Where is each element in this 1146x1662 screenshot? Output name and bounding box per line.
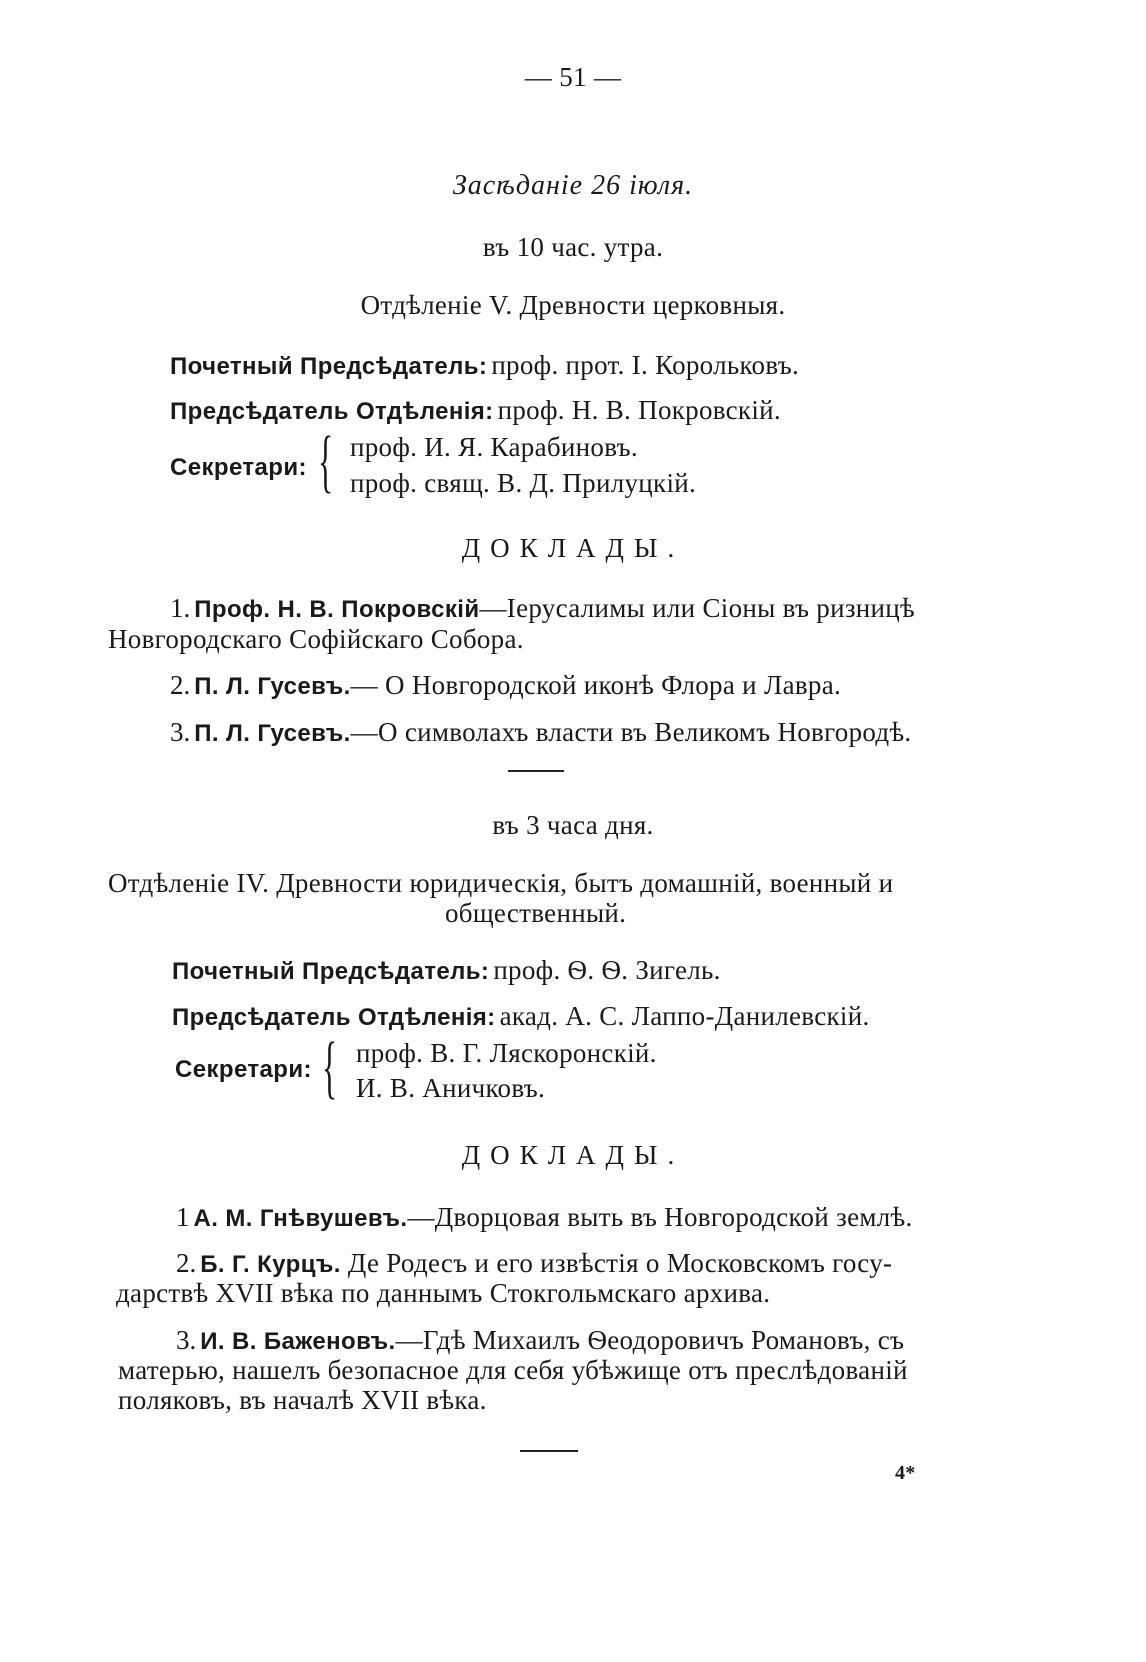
report-title: —Іерусалимы или Сіоны въ ризницѣ <box>479 593 916 623</box>
afternoon-section-title-line2: общественный. <box>445 898 627 928</box>
morning-reports-heading: ДОКЛАДЫ. <box>461 533 685 563</box>
afternoon-section-title-line1: Отдѣленіе IV. Древности юридическія, бытъ домашній, военный и <box>108 868 894 898</box>
page-number: — 51 — <box>524 62 622 92</box>
morning-time: въ 10 час. утра. <box>482 232 664 262</box>
honorary-chair-name: проф. прот. І. Корольковъ. <box>491 350 800 380</box>
section-divider <box>508 770 564 772</box>
report-author: П. Л. Гусевъ. <box>194 720 351 747</box>
report-number: 1 <box>176 1202 190 1232</box>
morning-report-1-line2: Новгородскаго Софійскаго Собора. <box>108 624 524 654</box>
afternoon-report-3-line3: поляковъ, въ началѣ XVII вѣка. <box>118 1385 487 1415</box>
morning-chair <box>170 395 781 426</box>
report-title: Де Родесъ и его извѣстія о Московскомъ госу- <box>340 1248 893 1278</box>
secretaries-brace: { <box>318 423 334 500</box>
afternoon-honorary-chair <box>172 955 721 986</box>
chair-name: проф. Н. В. Покровскій. <box>497 395 781 425</box>
report-number: 2. <box>170 670 191 700</box>
afternoon-report-2-line2: дарствѣ XVII вѣка по даннымъ Стокгольмскаго архива. <box>116 1278 771 1308</box>
afternoon-secretary-2: И. В. Аничковъ. <box>356 1073 546 1103</box>
afternoon-report-1 <box>176 1202 913 1233</box>
report-title: —Гдѣ Михаилъ Ѳеодоровичъ Романовъ, съ <box>395 1325 905 1355</box>
morning-report-1 <box>170 593 915 624</box>
report-number: 3. <box>170 717 191 747</box>
afternoon-report-3 <box>176 1325 904 1356</box>
session-title: Засѣданіе 26 іюля. <box>452 170 694 201</box>
afternoon-time: въ 3 часа дня. <box>492 810 654 840</box>
morning-honorary-chair <box>170 350 799 381</box>
chair-name: акад. А. С. Лаппо-Данилевскій. <box>499 1001 870 1031</box>
report-author: А. М. Гнѣвушевъ. <box>193 1205 408 1232</box>
afternoon-secretary-1: проф. В. Г. Ляскоронскій. <box>356 1038 657 1068</box>
morning-report-3 <box>170 717 911 748</box>
secretaries-brace: { <box>322 1029 338 1106</box>
report-title: —Дворцовая выть въ Новгородской землѣ. <box>407 1202 913 1232</box>
morning-secretaries-label: Секретари: <box>170 454 307 481</box>
morning-secretary-2: проф. свящ. В. Д. Прилуцкій. <box>350 468 697 498</box>
report-author: И. В. Баженовъ. <box>200 1328 396 1355</box>
morning-section-title: Отдѣленіе V. Древности церковныя. <box>360 290 786 320</box>
report-number: 3. <box>176 1325 197 1355</box>
report-number: 2. <box>176 1248 197 1278</box>
report-title: — О Новгородской иконѣ Флора и Лавра. <box>350 670 842 700</box>
morning-report-2 <box>170 670 841 701</box>
honorary-chair-label: Почетный Предсѣдатель: <box>170 353 488 380</box>
honorary-chair-name: проф. Ѳ. Ѳ. Зигель. <box>493 955 721 985</box>
morning-secretary-1: проф. И. Я. Карабиновъ. <box>350 432 638 462</box>
report-author: Проф. Н. В. Покровскій <box>194 596 480 623</box>
report-number: 1. <box>170 593 191 623</box>
afternoon-report-2 <box>176 1248 892 1279</box>
afternoon-reports-heading: ДОКЛАДЫ. <box>461 1140 685 1170</box>
report-author: Б. Г. Курцъ. <box>200 1251 341 1278</box>
chair-label: Предсѣдатель Отдѣленія: <box>172 1004 496 1031</box>
afternoon-secretaries-label: Секретари: <box>175 1056 312 1083</box>
report-title: —О символахъ власти въ Великомъ Новгородѣ. <box>350 717 912 747</box>
chair-label: Предсѣдатель Отдѣленія: <box>170 398 494 425</box>
end-divider <box>520 1450 578 1452</box>
signature-mark: 4* <box>895 1462 916 1484</box>
afternoon-chair <box>172 1001 870 1032</box>
report-author: П. Л. Гусевъ. <box>194 673 351 700</box>
afternoon-report-3-line2: матерью, нашелъ безопасное для себя убѣжище отъ преслѣдованій <box>118 1355 908 1385</box>
honorary-chair-label: Почетный Предсѣдатель: <box>172 958 490 985</box>
